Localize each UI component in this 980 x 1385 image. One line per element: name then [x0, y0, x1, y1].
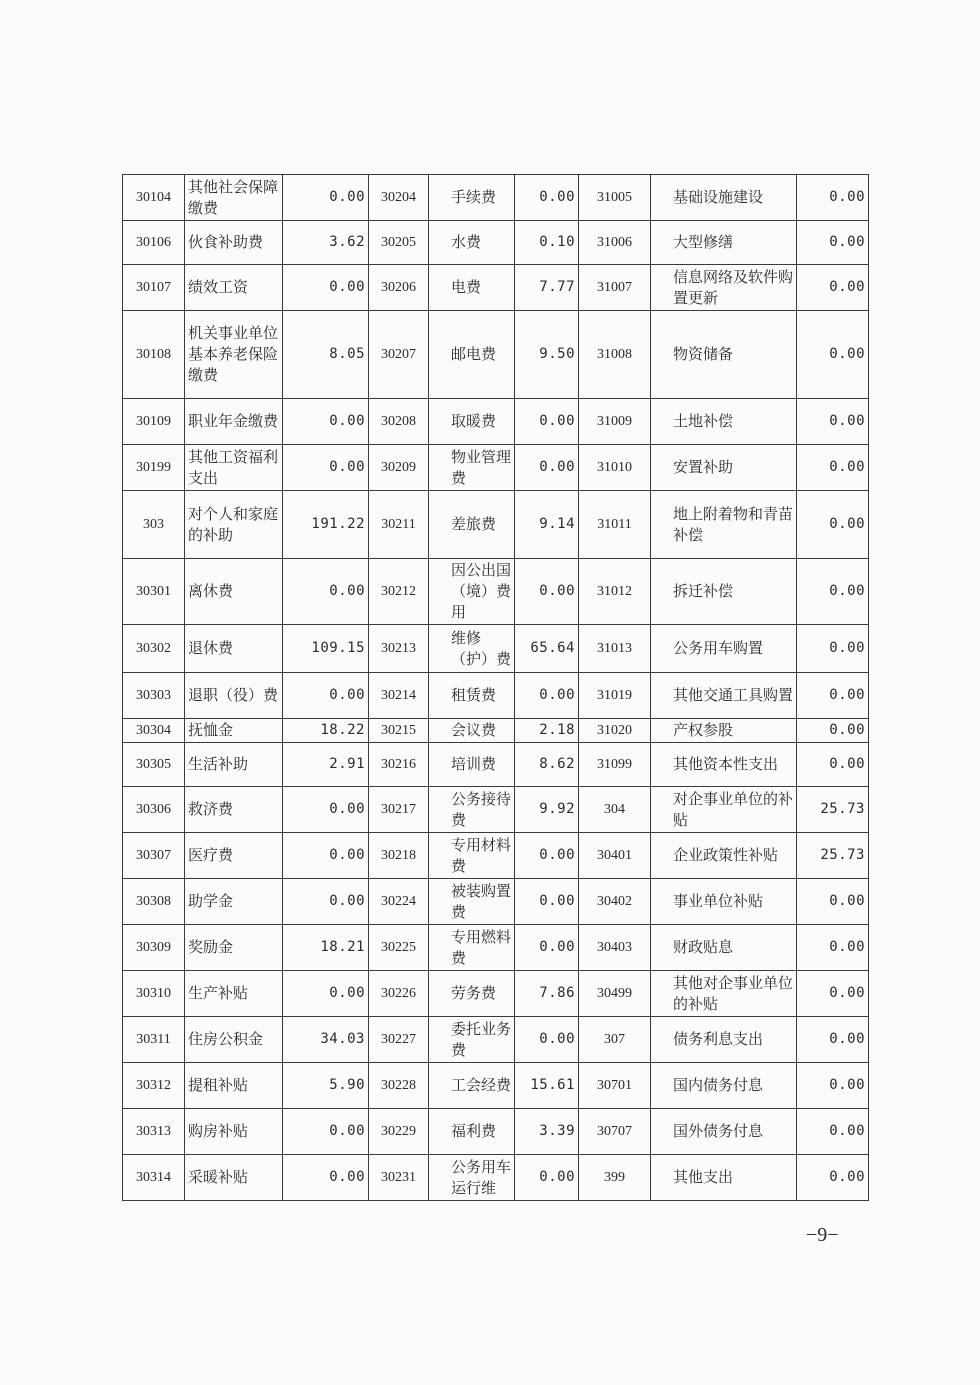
table-row — [123, 971, 869, 1017]
table-row — [123, 743, 869, 787]
item-name-cell: 维修（护）费 — [429, 625, 515, 673]
item-name-cell: 医疗费 — [185, 833, 283, 879]
item-name-cell: 公务用车购置 — [651, 625, 797, 673]
item-name-cell: 电费 — [429, 265, 515, 311]
amount-cell: 0.10 — [515, 221, 579, 265]
econ-code-cell: 30701 — [579, 1063, 651, 1109]
item-name-cell: 其他资本性支出 — [651, 743, 797, 787]
amount-cell: 0.00 — [283, 787, 369, 833]
item-name-cell: 委托业务费 — [429, 1017, 515, 1063]
econ-code-cell: 30213 — [369, 625, 429, 673]
econ-code-cell: 30209 — [369, 445, 429, 491]
amount-cell: 2.91 — [283, 743, 369, 787]
item-name-cell: 离休费 — [185, 559, 283, 625]
econ-code-cell: 31012 — [579, 559, 651, 625]
econ-code-cell: 30307 — [123, 833, 185, 879]
item-name-cell: 物业管理费 — [429, 445, 515, 491]
econ-code-cell: 31019 — [579, 673, 651, 719]
amount-cell: 65.64 — [515, 625, 579, 673]
table-row — [123, 399, 869, 445]
table-row — [123, 175, 869, 221]
amount-cell: 0.00 — [797, 743, 869, 787]
econ-code-cell: 30226 — [369, 971, 429, 1017]
econ-code-cell: 30302 — [123, 625, 185, 673]
econ-code-cell: 30314 — [123, 1155, 185, 1201]
item-name-cell: 国外债务付息 — [651, 1109, 797, 1155]
item-name-cell: 国内债务付息 — [651, 1063, 797, 1109]
econ-code-cell: 30231 — [369, 1155, 429, 1201]
amount-cell: 0.00 — [283, 559, 369, 625]
item-name-cell: 生活补助 — [185, 743, 283, 787]
amount-cell: 0.00 — [283, 265, 369, 311]
item-name-cell: 取暖费 — [429, 399, 515, 445]
item-name-cell: 邮电费 — [429, 311, 515, 399]
item-name-cell: 公务接待费 — [429, 787, 515, 833]
econ-code-cell: 30205 — [369, 221, 429, 265]
item-name-cell: 被装购置费 — [429, 879, 515, 925]
amount-cell: 0.00 — [283, 833, 369, 879]
amount-cell: 25.73 — [797, 787, 869, 833]
amount-cell: 0.00 — [797, 491, 869, 559]
amount-cell: 0.00 — [515, 673, 579, 719]
table-row — [123, 1063, 869, 1109]
econ-code-cell: 31009 — [579, 399, 651, 445]
amount-cell: 0.00 — [283, 879, 369, 925]
econ-code-cell: 30306 — [123, 787, 185, 833]
table-body — [123, 175, 869, 1201]
amount-cell: 0.00 — [283, 971, 369, 1017]
amount-cell: 0.00 — [797, 719, 869, 743]
amount-cell: 0.00 — [283, 445, 369, 491]
item-name-cell: 拆迁补偿 — [651, 559, 797, 625]
item-name-cell: 生产补贴 — [185, 971, 283, 1017]
page-number: −9− — [806, 1224, 839, 1246]
econ-code-cell: 30215 — [369, 719, 429, 743]
econ-code-cell: 30225 — [369, 925, 429, 971]
amount-cell: 8.05 — [283, 311, 369, 399]
econ-code-cell: 303 — [123, 491, 185, 559]
item-name-cell: 债务利息支出 — [651, 1017, 797, 1063]
amount-cell: 0.00 — [515, 175, 579, 221]
econ-code-cell: 30401 — [579, 833, 651, 879]
item-name-cell: 其他交通工具购置 — [651, 673, 797, 719]
item-name-cell: 救济费 — [185, 787, 283, 833]
item-name-cell: 抚恤金 — [185, 719, 283, 743]
item-name-cell: 其他对企事业单位的补贴 — [651, 971, 797, 1017]
amount-cell: 0.00 — [283, 399, 369, 445]
econ-code-cell: 30305 — [123, 743, 185, 787]
econ-code-cell: 307 — [579, 1017, 651, 1063]
amount-cell: 0.00 — [283, 175, 369, 221]
amount-cell: 0.00 — [515, 445, 579, 491]
econ-code-cell: 30206 — [369, 265, 429, 311]
econ-code-cell: 30311 — [123, 1017, 185, 1063]
econ-code-cell: 31006 — [579, 221, 651, 265]
amount-cell: 109.15 — [283, 625, 369, 673]
econ-code-cell: 30304 — [123, 719, 185, 743]
amount-cell: 0.00 — [797, 879, 869, 925]
item-name-cell: 会议费 — [429, 719, 515, 743]
amount-cell: 9.50 — [515, 311, 579, 399]
table-row — [123, 445, 869, 491]
item-name-cell: 工会经费 — [429, 1063, 515, 1109]
table-row — [123, 673, 869, 719]
econ-code-cell: 30104 — [123, 175, 185, 221]
econ-code-cell: 304 — [579, 787, 651, 833]
item-name-cell: 伙食补助费 — [185, 221, 283, 265]
amount-cell: 0.00 — [797, 1063, 869, 1109]
amount-cell: 0.00 — [283, 673, 369, 719]
item-name-cell: 企业政策性补贴 — [651, 833, 797, 879]
item-name-cell: 职业年金缴费 — [185, 399, 283, 445]
amount-cell: 0.00 — [797, 673, 869, 719]
item-name-cell: 事业单位补贴 — [651, 879, 797, 925]
table-row — [123, 833, 869, 879]
item-name-cell: 对企事业单位的补贴 — [651, 787, 797, 833]
econ-code-cell: 30108 — [123, 311, 185, 399]
econ-code-cell: 30109 — [123, 399, 185, 445]
item-name-cell: 其他工资福利支出 — [185, 445, 283, 491]
amount-cell: 5.90 — [283, 1063, 369, 1109]
table-row — [123, 787, 869, 833]
item-name-cell: 地上附着物和青苗补偿 — [651, 491, 797, 559]
table-row — [123, 491, 869, 559]
econ-code-cell: 30707 — [579, 1109, 651, 1155]
econ-code-cell: 31005 — [579, 175, 651, 221]
econ-code-cell: 30229 — [369, 1109, 429, 1155]
table-row — [123, 719, 869, 743]
amount-cell: 0.00 — [797, 175, 869, 221]
table-row — [123, 311, 869, 399]
item-name-cell: 信息网络及软件购置更新 — [651, 265, 797, 311]
item-name-cell: 物资储备 — [651, 311, 797, 399]
econ-code-cell: 30107 — [123, 265, 185, 311]
econ-code-cell: 30309 — [123, 925, 185, 971]
amount-cell: 0.00 — [515, 925, 579, 971]
item-name-cell: 对个人和家庭的补助 — [185, 491, 283, 559]
econ-code-cell: 30308 — [123, 879, 185, 925]
item-name-cell: 住房公积金 — [185, 1017, 283, 1063]
amount-cell: 0.00 — [797, 625, 869, 673]
item-name-cell: 财政贴息 — [651, 925, 797, 971]
table-row — [123, 265, 869, 311]
amount-cell: 0.00 — [797, 925, 869, 971]
econ-code-cell: 30313 — [123, 1109, 185, 1155]
econ-code-cell: 30212 — [369, 559, 429, 625]
econ-code-cell: 31011 — [579, 491, 651, 559]
table-row — [123, 1017, 869, 1063]
table-row — [123, 1109, 869, 1155]
expenditure-table — [122, 174, 869, 1201]
amount-cell: 18.22 — [283, 719, 369, 743]
item-name-cell: 基础设施建设 — [651, 175, 797, 221]
item-name-cell: 水费 — [429, 221, 515, 265]
econ-code-cell: 30207 — [369, 311, 429, 399]
item-name-cell: 机关事业单位基本养老保险缴费 — [185, 311, 283, 399]
item-name-cell: 其他社会保障缴费 — [185, 175, 283, 221]
item-name-cell: 劳务费 — [429, 971, 515, 1017]
econ-code-cell: 30301 — [123, 559, 185, 625]
amount-cell: 0.00 — [797, 265, 869, 311]
item-name-cell: 助学金 — [185, 879, 283, 925]
amount-cell: 0.00 — [283, 1155, 369, 1201]
table-row — [123, 625, 869, 673]
econ-code-cell: 399 — [579, 1155, 651, 1201]
amount-cell: 7.86 — [515, 971, 579, 1017]
item-name-cell: 公务用车运行维 — [429, 1155, 515, 1201]
amount-cell: 0.00 — [797, 445, 869, 491]
amount-cell: 0.00 — [797, 559, 869, 625]
amount-cell: 0.00 — [515, 1155, 579, 1201]
item-name-cell: 专用燃料费 — [429, 925, 515, 971]
item-name-cell: 因公出国（境）费用 — [429, 559, 515, 625]
item-name-cell: 土地补偿 — [651, 399, 797, 445]
econ-code-cell: 30499 — [579, 971, 651, 1017]
econ-code-cell: 30303 — [123, 673, 185, 719]
table-row — [123, 559, 869, 625]
amount-cell: 9.14 — [515, 491, 579, 559]
item-name-cell: 购房补贴 — [185, 1109, 283, 1155]
amount-cell: 0.00 — [515, 1017, 579, 1063]
amount-cell: 3.39 — [515, 1109, 579, 1155]
item-name-cell: 退职（役）费 — [185, 673, 283, 719]
econ-code-cell: 30217 — [369, 787, 429, 833]
amount-cell: 9.92 — [515, 787, 579, 833]
table-row — [123, 925, 869, 971]
econ-code-cell: 30211 — [369, 491, 429, 559]
item-name-cell: 福利费 — [429, 1109, 515, 1155]
amount-cell: 0.00 — [515, 833, 579, 879]
amount-cell: 0.00 — [797, 399, 869, 445]
amount-cell: 3.62 — [283, 221, 369, 265]
econ-code-cell: 30310 — [123, 971, 185, 1017]
item-name-cell: 奖励金 — [185, 925, 283, 971]
econ-code-cell: 30228 — [369, 1063, 429, 1109]
econ-code-cell: 30312 — [123, 1063, 185, 1109]
amount-cell: 25.73 — [797, 833, 869, 879]
item-name-cell: 大型修缮 — [651, 221, 797, 265]
econ-code-cell: 30106 — [123, 221, 185, 265]
econ-code-cell: 31020 — [579, 719, 651, 743]
econ-code-cell: 30403 — [579, 925, 651, 971]
amount-cell: 15.61 — [515, 1063, 579, 1109]
amount-cell: 0.00 — [797, 311, 869, 399]
econ-code-cell: 30218 — [369, 833, 429, 879]
econ-code-cell: 30402 — [579, 879, 651, 925]
item-name-cell: 手续费 — [429, 175, 515, 221]
table-row — [123, 221, 869, 265]
econ-code-cell: 31008 — [579, 311, 651, 399]
amount-cell: 0.00 — [515, 879, 579, 925]
amount-cell: 191.22 — [283, 491, 369, 559]
amount-cell: 2.18 — [515, 719, 579, 743]
item-name-cell: 退休费 — [185, 625, 283, 673]
econ-code-cell: 31099 — [579, 743, 651, 787]
amount-cell: 0.00 — [515, 559, 579, 625]
item-name-cell: 其他支出 — [651, 1155, 797, 1201]
amount-cell: 0.00 — [283, 1109, 369, 1155]
amount-cell: 0.00 — [797, 1109, 869, 1155]
amount-cell: 7.77 — [515, 265, 579, 311]
econ-code-cell: 30216 — [369, 743, 429, 787]
amount-cell: 0.00 — [797, 221, 869, 265]
econ-code-cell: 30227 — [369, 1017, 429, 1063]
item-name-cell: 培训费 — [429, 743, 515, 787]
econ-code-cell: 30204 — [369, 175, 429, 221]
econ-code-cell: 30208 — [369, 399, 429, 445]
item-name-cell: 差旅费 — [429, 491, 515, 559]
econ-code-cell: 30214 — [369, 673, 429, 719]
item-name-cell: 产权参股 — [651, 719, 797, 743]
econ-code-cell: 31013 — [579, 625, 651, 673]
econ-code-cell: 30224 — [369, 879, 429, 925]
amount-cell: 0.00 — [515, 399, 579, 445]
table-row — [123, 1155, 869, 1201]
amount-cell: 34.03 — [283, 1017, 369, 1063]
item-name-cell: 提租补贴 — [185, 1063, 283, 1109]
econ-code-cell: 31010 — [579, 445, 651, 491]
amount-cell: 18.21 — [283, 925, 369, 971]
amount-cell: 0.00 — [797, 971, 869, 1017]
econ-code-cell: 30199 — [123, 445, 185, 491]
item-name-cell: 专用材料费 — [429, 833, 515, 879]
item-name-cell: 租赁费 — [429, 673, 515, 719]
item-name-cell: 采暖补贴 — [185, 1155, 283, 1201]
amount-cell: 8.62 — [515, 743, 579, 787]
amount-cell: 0.00 — [797, 1017, 869, 1063]
amount-cell: 0.00 — [797, 1155, 869, 1201]
item-name-cell: 安置补助 — [651, 445, 797, 491]
table-row — [123, 879, 869, 925]
econ-code-cell: 31007 — [579, 265, 651, 311]
item-name-cell: 绩效工资 — [185, 265, 283, 311]
